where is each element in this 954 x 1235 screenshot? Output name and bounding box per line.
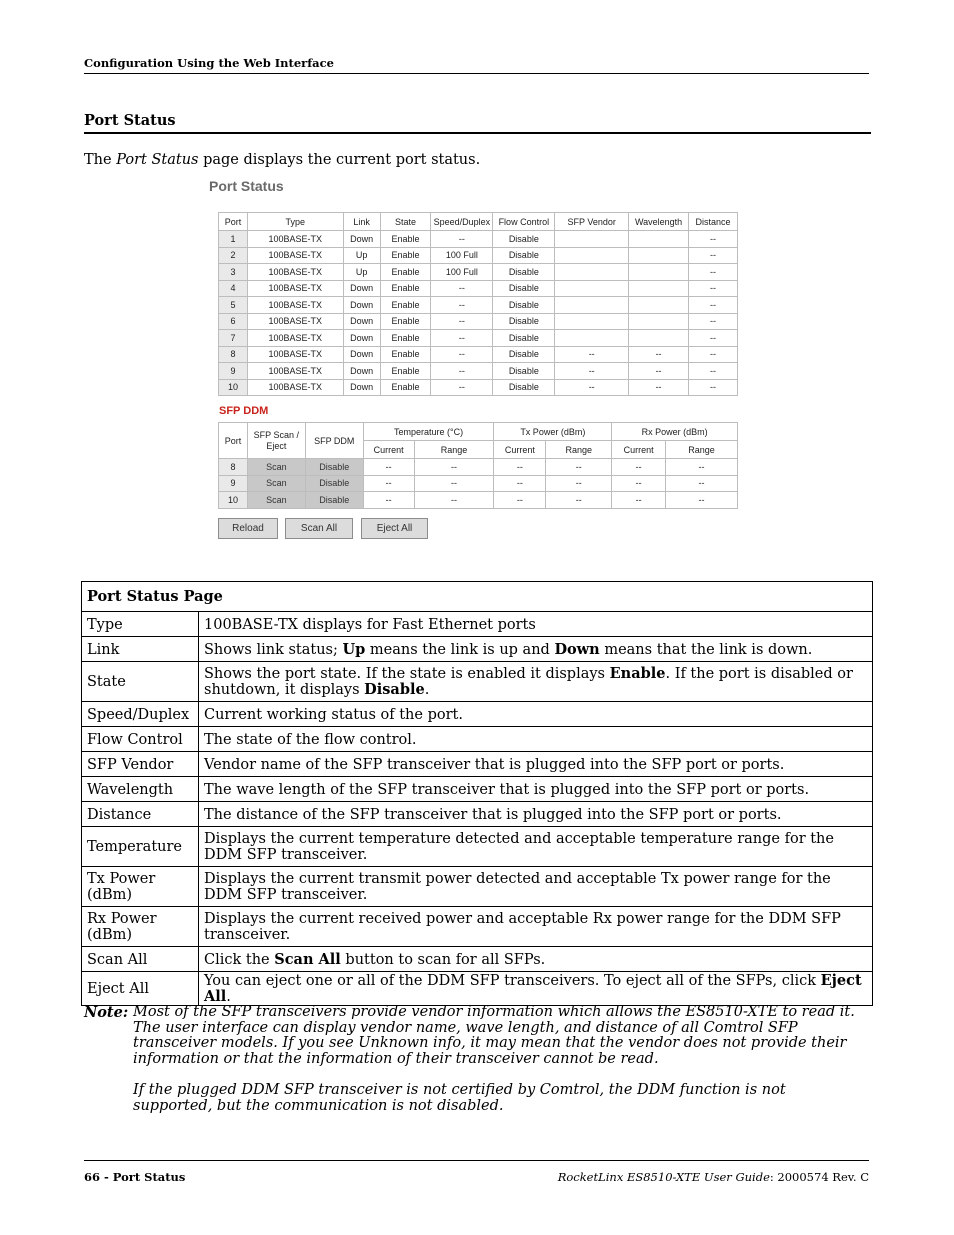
port-table-header: Type xyxy=(247,213,343,231)
description-emphasis: Disable xyxy=(364,681,425,698)
port-table-cell: -- xyxy=(689,363,738,380)
description-fragment: Shows link status; xyxy=(204,641,343,658)
port-table-cell xyxy=(555,280,629,297)
port-table-cell: 100BASE-TX xyxy=(247,330,343,347)
port-table-cell: -- xyxy=(689,313,738,330)
footer-doc-label xyxy=(558,1170,869,1184)
port-table-row xyxy=(219,313,738,330)
port-table-cell: 100BASE-TX xyxy=(247,379,343,396)
port-number-cell: 2 xyxy=(219,247,248,264)
sfp-header-temp-range: Range xyxy=(414,441,494,459)
sfp-header-scan-eject: SFP Scan / Eject xyxy=(247,423,305,459)
sfp-table-row xyxy=(219,492,738,509)
port-table-cell xyxy=(629,247,689,264)
description-row xyxy=(82,612,873,637)
port-table-cell: -- xyxy=(629,363,689,380)
description-row xyxy=(82,637,873,662)
port-table-cell: -- xyxy=(431,346,493,363)
description-term: Speed/Duplex xyxy=(82,702,199,727)
port-status-description-table xyxy=(81,581,873,1006)
port-table-cell xyxy=(555,313,629,330)
port-table-cell: 100 Full xyxy=(431,264,493,281)
port-number-cell: 10 xyxy=(219,379,248,396)
description-row xyxy=(82,827,873,867)
sfp-header-temperature: Temperature (°C) xyxy=(363,423,494,441)
sfp-header-rx-power: Rx Power (dBm) xyxy=(612,423,738,441)
port-table-row xyxy=(219,330,738,347)
sfp-header-port: Port xyxy=(219,423,248,459)
description-fragment: button to scan for all SFPs. xyxy=(340,951,546,968)
description-row xyxy=(82,947,873,972)
ui-page-title: Port Status xyxy=(209,178,284,194)
sfp-value-cell: -- xyxy=(546,459,612,476)
port-table-header: Distance xyxy=(689,213,738,231)
note-body xyxy=(133,1005,869,1130)
description-fragment: Click the xyxy=(204,951,275,968)
port-table-cell: Disable xyxy=(493,363,555,380)
description-fragment: Shows the port state. If the state is enabled it displays xyxy=(204,666,610,682)
port-table-cell: Down xyxy=(343,346,380,363)
section-title: Port Status xyxy=(84,112,176,129)
port-table-cell: -- xyxy=(689,379,738,396)
port-table-cell: -- xyxy=(689,330,738,347)
port-table-row xyxy=(219,264,738,281)
port-table-cell: -- xyxy=(689,346,738,363)
sfp-header-tx-power: Tx Power (dBm) xyxy=(494,423,612,441)
port-table-row xyxy=(219,297,738,314)
description-text xyxy=(199,947,873,972)
port-table-cell xyxy=(555,330,629,347)
port-table-cell: 100BASE-TX xyxy=(247,363,343,380)
port-number-cell: 8 xyxy=(219,346,248,363)
port-table-cell: 100BASE-TX xyxy=(247,231,343,248)
port-table-cell: -- xyxy=(555,379,629,396)
description-term: Scan All xyxy=(82,947,199,972)
port-number-cell: 3 xyxy=(219,264,248,281)
port-table-cell: Down xyxy=(343,280,380,297)
description-fragment: Displays the current transmit power detected and acceptable Tx power range for the DDM SFP transceiver. xyxy=(204,871,831,903)
footer-page-label: 66 - Port Status xyxy=(84,1170,186,1184)
description-emphasis: Enable xyxy=(609,665,666,682)
description-row xyxy=(82,802,873,827)
intro-suffix: page displays the current port status. xyxy=(198,152,481,168)
sfp-value-cell: -- xyxy=(414,459,494,476)
description-fragment: The distance of the SFP transceiver that is plugged into the SFP port or ports. xyxy=(204,806,782,823)
description-row xyxy=(82,702,873,727)
port-table-cell: -- xyxy=(689,231,738,248)
port-table-cell: -- xyxy=(431,363,493,380)
sfp-table-row xyxy=(219,459,738,476)
description-fragment: means the link is up and xyxy=(365,641,555,658)
description-fragment: means that the link is down. xyxy=(599,641,813,658)
sfp-value-cell: -- xyxy=(363,492,414,509)
port-table-cell: Enable xyxy=(380,330,431,347)
description-term: Flow Control xyxy=(82,727,199,752)
port-table-cell xyxy=(629,231,689,248)
port-table-cell: Enable xyxy=(380,313,431,330)
description-text xyxy=(199,637,873,662)
sfp-value-cell: -- xyxy=(612,459,666,476)
note-paragraph-2: If the plugged DDM SFP transceiver is not certified by Comtrol, the DDM function is not supported, but the communication is not disabled. xyxy=(133,1082,786,1114)
port-table-cell: -- xyxy=(555,346,629,363)
description-fragment: Current working status of the port. xyxy=(204,706,463,723)
port-table-header: SFP Vendor xyxy=(555,213,629,231)
footer-doc-number: : 2000574 Rev. C xyxy=(769,1170,869,1184)
description-fragment: . If the port is disabled or shutdown, it displays xyxy=(204,666,853,698)
sfp-value-cell: -- xyxy=(494,459,546,476)
port-table-header: State xyxy=(380,213,431,231)
description-term: Temperature xyxy=(82,827,199,867)
description-term: Link xyxy=(82,637,199,662)
port-table-cell: 100BASE-TX xyxy=(247,313,343,330)
sfp-table-row xyxy=(219,475,738,492)
port-status-table xyxy=(218,212,738,396)
sfp-value-cell: -- xyxy=(414,492,494,509)
port-number-cell: 5 xyxy=(219,297,248,314)
port-number-cell: 4 xyxy=(219,280,248,297)
port-table-cell: -- xyxy=(431,280,493,297)
sfp-ddm-title: SFP DDM xyxy=(219,405,269,417)
sfp-value-cell: -- xyxy=(414,475,494,492)
description-text xyxy=(199,802,873,827)
description-row xyxy=(82,867,873,907)
section-rule xyxy=(84,132,871,134)
sfp-scan-button[interactable]: Scan xyxy=(247,475,305,492)
description-text xyxy=(199,907,873,947)
port-table-cell xyxy=(629,264,689,281)
description-text xyxy=(199,612,873,637)
description-term: Eject All xyxy=(82,972,199,1006)
port-table-cell: Down xyxy=(343,313,380,330)
port-table-cell: 100BASE-TX xyxy=(247,247,343,264)
sfp-header-tx-current: Current xyxy=(494,441,546,459)
sfp-ddm-toggle[interactable]: Disable xyxy=(305,459,363,476)
port-table-cell: Down xyxy=(343,363,380,380)
port-number-cell: 9 xyxy=(219,363,248,380)
port-number-cell: 1 xyxy=(219,231,248,248)
port-table-cell: 100BASE-TX xyxy=(247,280,343,297)
running-header: Configuration Using the Web Interface xyxy=(84,56,334,70)
port-table-cell: Enable xyxy=(380,379,431,396)
description-term: State xyxy=(82,662,199,702)
port-table-cell xyxy=(629,313,689,330)
port-table-row xyxy=(219,363,738,380)
port-table-cell: -- xyxy=(689,264,738,281)
port-table-cell: 100BASE-TX xyxy=(247,297,343,314)
sfp-value-cell: -- xyxy=(612,492,666,509)
port-table-row xyxy=(219,280,738,297)
port-table-cell: -- xyxy=(555,363,629,380)
description-emphasis: Down xyxy=(554,640,600,658)
description-term: Rx Power (dBm) xyxy=(82,907,199,947)
port-table-cell: -- xyxy=(431,330,493,347)
note-label: Note: xyxy=(84,1004,129,1021)
sfp-value-cell: -- xyxy=(666,492,738,509)
port-table-cell: Disable xyxy=(493,247,555,264)
port-table-cell: Disable xyxy=(493,330,555,347)
port-table-cell: -- xyxy=(431,231,493,248)
port-table-cell: Enable xyxy=(380,297,431,314)
sfp-value-cell: -- xyxy=(494,475,546,492)
description-row xyxy=(82,972,873,1006)
port-number-cell: 7 xyxy=(219,330,248,347)
port-table-cell: 100BASE-TX xyxy=(247,264,343,281)
port-table-header: Link xyxy=(343,213,380,231)
description-fragment: . xyxy=(424,682,430,698)
description-fragment: Vendor name of the SFP transceiver that is plugged into the SFP port or ports. xyxy=(204,756,785,773)
sfp-scan-button[interactable]: Scan xyxy=(247,492,305,509)
port-table-row xyxy=(219,231,738,248)
sfp-header-temp-current: Current xyxy=(363,441,414,459)
port-table-cell: Down xyxy=(343,379,380,396)
sfp-ddm-toggle[interactable]: Disable xyxy=(305,492,363,509)
sfp-value-cell: -- xyxy=(546,475,612,492)
port-table-cell: Down xyxy=(343,231,380,248)
description-term: Type xyxy=(82,612,199,637)
port-table-cell: -- xyxy=(629,379,689,396)
intro-paragraph xyxy=(84,152,480,168)
sfp-value-cell: -- xyxy=(546,492,612,509)
port-table-cell: Disable xyxy=(493,313,555,330)
description-emphasis: Eject All xyxy=(204,972,862,1005)
footer-rule xyxy=(84,1160,869,1161)
sfp-port-cell: 9 xyxy=(219,475,248,492)
description-row xyxy=(82,777,873,802)
description-text xyxy=(199,867,873,907)
port-table-cell: Enable xyxy=(380,247,431,264)
intro-italic: Port Status xyxy=(116,152,199,168)
port-table-cell: Down xyxy=(343,297,380,314)
port-table-header: Flow Control xyxy=(493,213,555,231)
description-text xyxy=(199,972,873,1006)
sfp-header-rx-current: Current xyxy=(612,441,666,459)
port-table-cell xyxy=(555,231,629,248)
description-term: Distance xyxy=(82,802,199,827)
port-table-cell: -- xyxy=(431,379,493,396)
description-term: Wavelength xyxy=(82,777,199,802)
description-text xyxy=(199,662,873,702)
port-table-cell xyxy=(555,264,629,281)
sfp-value-cell: -- xyxy=(363,475,414,492)
port-table-cell xyxy=(629,297,689,314)
port-table-header: Wavelength xyxy=(629,213,689,231)
sfp-header-ddm: SFP DDM xyxy=(305,423,363,459)
port-number-cell: 6 xyxy=(219,313,248,330)
port-table-cell: Enable xyxy=(380,231,431,248)
sfp-value-cell: -- xyxy=(363,459,414,476)
sfp-value-cell: -- xyxy=(666,475,738,492)
note-paragraph-1: Most of the SFP transceivers provide vendor information which allows the ES8510-XTE to read it. The user interface can display vendor name, wave length, and distance of all Comtrol SFP transceiver models. If you see Unknown info, it may mean that the vendor does not provide their information or that the information of their transceiver cannot be read. xyxy=(133,1004,855,1067)
description-fragment: Displays the current temperature detected and acceptable temperature range for the DDM SFP transceiver. xyxy=(204,831,834,863)
description-term: Tx Power (dBm) xyxy=(82,867,199,907)
footer-doc-title: RocketLinx ES8510-XTE User Guide xyxy=(557,1170,770,1184)
port-table-row xyxy=(219,247,738,264)
sfp-value-cell: -- xyxy=(494,492,546,509)
port-table-cell: Down xyxy=(343,330,380,347)
port-table-cell: 100BASE-TX xyxy=(247,346,343,363)
port-table-cell: Up xyxy=(343,264,380,281)
port-table-cell: Disable xyxy=(493,379,555,396)
description-text xyxy=(199,827,873,867)
port-table-cell: -- xyxy=(689,247,738,264)
description-fragment: The wave length of the SFP transceiver that is plugged into the SFP port or ports. xyxy=(204,781,810,798)
description-table-heading: Port Status Page xyxy=(82,582,873,612)
port-table-cell: Disable xyxy=(493,231,555,248)
sfp-header-rx-range: Range xyxy=(666,441,738,459)
port-table-cell xyxy=(629,280,689,297)
description-fragment: . xyxy=(226,989,231,1005)
description-fragment: The state of the flow control. xyxy=(204,731,417,748)
description-row xyxy=(82,752,873,777)
sfp-header-tx-range: Range xyxy=(546,441,612,459)
description-emphasis: Up xyxy=(342,640,366,658)
description-row xyxy=(82,662,873,702)
reload-button[interactable]: Reload xyxy=(218,518,278,539)
port-table-cell: -- xyxy=(431,297,493,314)
description-text xyxy=(199,702,873,727)
description-fragment: 100BASE-TX displays for Fast Ethernet ports xyxy=(204,616,536,633)
scan-all-button[interactable]: Scan All xyxy=(285,518,353,539)
port-table-cell: -- xyxy=(689,280,738,297)
sfp-ddm-table xyxy=(218,422,738,509)
description-text xyxy=(199,752,873,777)
port-table-cell: 100 Full xyxy=(431,247,493,264)
header-rule xyxy=(84,73,869,74)
port-table-cell: Up xyxy=(343,247,380,264)
port-table-cell: Enable xyxy=(380,363,431,380)
sfp-ddm-toggle[interactable]: Disable xyxy=(305,475,363,492)
port-table-header: Speed/Duplex xyxy=(431,213,493,231)
description-text xyxy=(199,777,873,802)
port-table-cell: -- xyxy=(431,313,493,330)
port-table-cell: Disable xyxy=(493,297,555,314)
port-table-cell: Disable xyxy=(493,280,555,297)
port-table-cell: -- xyxy=(689,297,738,314)
port-table-cell: Enable xyxy=(380,346,431,363)
sfp-scan-button[interactable]: Scan xyxy=(247,459,305,476)
sfp-port-cell: 8 xyxy=(219,459,248,476)
intro-prefix: The xyxy=(84,152,117,168)
description-emphasis: Scan All xyxy=(274,950,341,968)
port-table-row xyxy=(219,346,738,363)
description-row xyxy=(82,727,873,752)
sfp-value-cell: -- xyxy=(666,459,738,476)
eject-all-button[interactable]: Eject All xyxy=(361,518,428,539)
port-table-cell: Enable xyxy=(380,280,431,297)
sfp-value-cell: -- xyxy=(612,475,666,492)
port-table-cell: Disable xyxy=(493,346,555,363)
port-table-header: Port xyxy=(219,213,248,231)
port-table-cell xyxy=(555,247,629,264)
port-table-cell: Disable xyxy=(493,264,555,281)
port-table-cell: -- xyxy=(629,346,689,363)
sfp-port-cell: 10 xyxy=(219,492,248,509)
port-table-cell: Enable xyxy=(380,264,431,281)
description-fragment: You can eject one or all of the DDM SFP transceivers. To eject all of the SFPs, click xyxy=(204,973,821,989)
description-row xyxy=(82,907,873,947)
port-table-cell xyxy=(629,330,689,347)
description-term: SFP Vendor xyxy=(82,752,199,777)
port-table-cell xyxy=(555,297,629,314)
port-table-row xyxy=(219,379,738,396)
description-text xyxy=(199,727,873,752)
description-fragment: Displays the current received power and acceptable Rx power range for the DDM SFP transceiver. xyxy=(204,911,841,943)
